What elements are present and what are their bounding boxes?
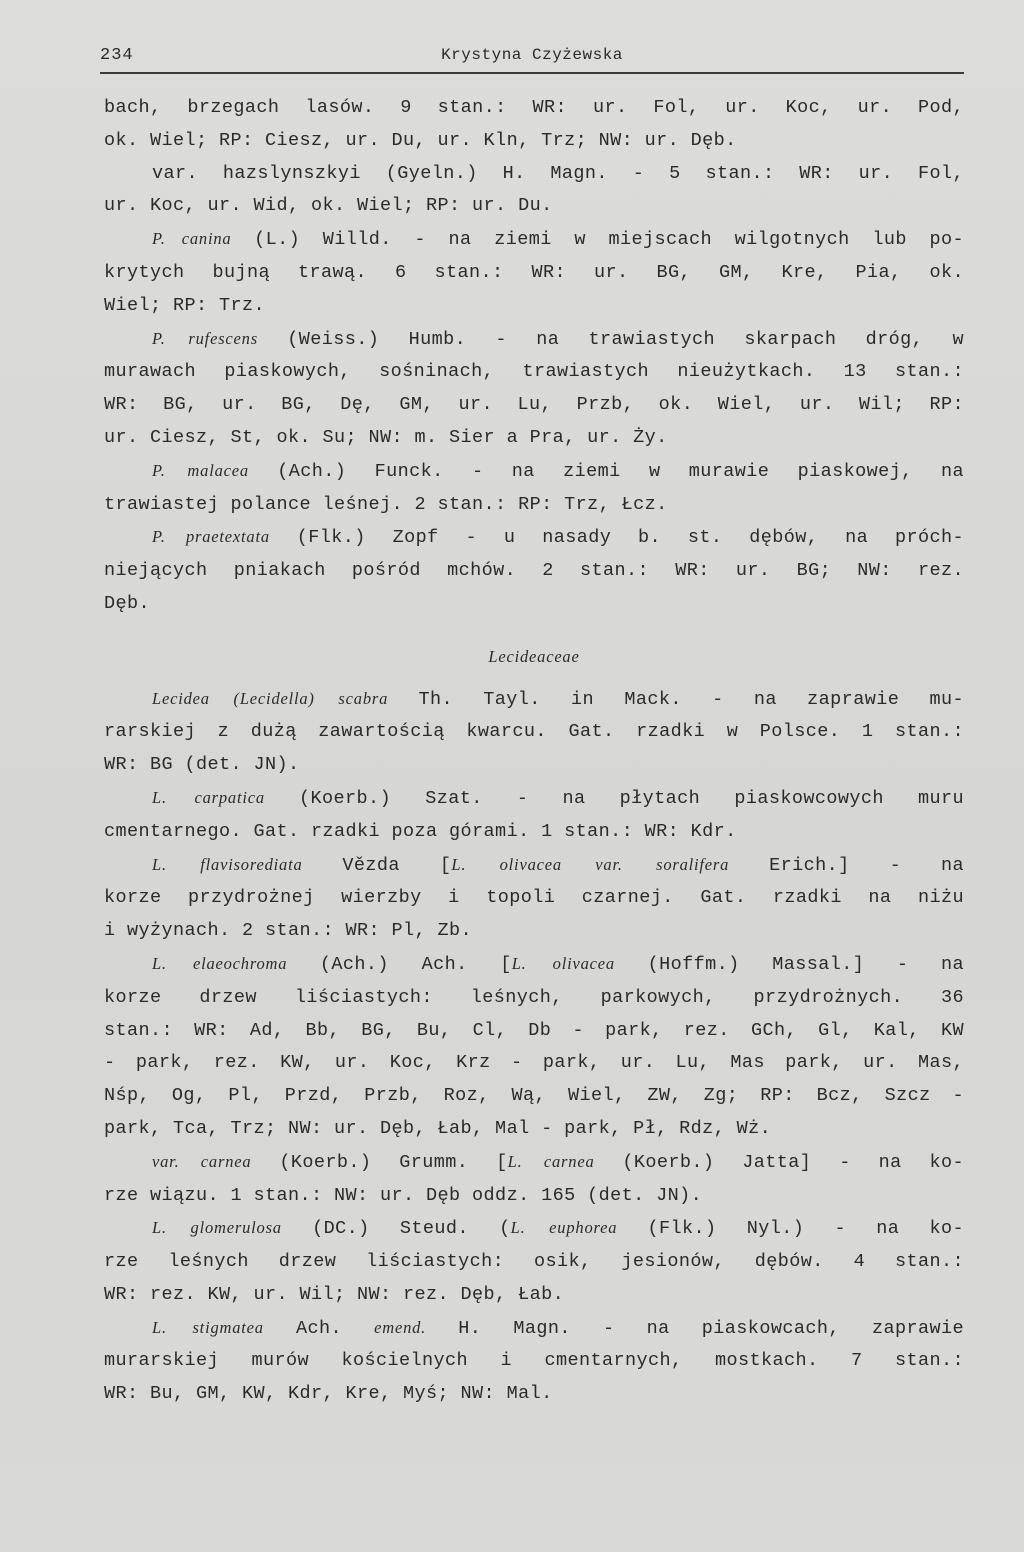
family-heading: Lecideaceae	[488, 646, 580, 666]
taxon-name: L. elaeochroma	[152, 953, 288, 973]
entry-first-line: L. carpatica (Koerb.) Szat. - na płytach piaskowcowych muru	[152, 787, 964, 809]
text-line: WR: Bu, GM, KW, Kdr, Kre, Myś; NW: Mal.	[104, 1383, 553, 1405]
entry-first-line: L. flavisorediata Vězda [L. olivacea var. soralifera Erich.] - na	[152, 854, 965, 876]
text-line: Nśp, Og, Pl, Przd, Przb, Roz, Wą, Wiel, ZW, Zg; RP: Bcz, Szcz -	[104, 1085, 964, 1107]
taxon-name: var. carnea	[152, 1151, 252, 1171]
entry-first-line: P. praetextata (Flk.) Zopf - u nasady b. st. dębów, na próch-	[152, 527, 964, 549]
running-head-author: Krystyna Czyżewska	[441, 46, 623, 64]
text-line: rze wiązu. 1 stan.: NW: ur. Dęb oddz. 165 (det. JN).	[104, 1184, 703, 1206]
text-line: i wyżynach. 2 stan.: WR: Pl, Zb.	[104, 920, 473, 942]
text-line: korze przydrożnej wierzby i topoli czarnej. Gat. rzadki na niżu	[104, 887, 964, 909]
text-line: ur. Ciesz, St, ok. Su; NW: m. Sier a Pra, ur. Ży.	[104, 426, 668, 448]
synonym-name: L. euphorea	[510, 1218, 618, 1238]
text-line: WR: BG (det. JN).	[104, 754, 300, 776]
taxon-name: L. flavisorediata	[152, 854, 303, 874]
text-line: ur. Koc, ur. Wid, ok. Wiel; RP: ur. Du.	[104, 195, 553, 217]
taxon-name: P. canina	[152, 229, 232, 249]
entry-first-line: L. glomerulosa (DC.) Steud. (L. euphorea (Flk.) Nyl.) - na ko-	[152, 1218, 964, 1240]
text-line: trawiastej polance leśnej. 2 stan.: RP: Trz, Łcz.	[104, 493, 668, 515]
text-line: - park, rez. KW, ur. Koc, Krz - park, ur. Lu, Mas park, ur. Mas,	[104, 1052, 964, 1074]
synonym-name: L. olivacea var. soralifera	[451, 854, 730, 874]
entry-first-line: P. canina (L.) Willd. - na ziemi w miejscach wilgotnych lub po-	[152, 229, 964, 251]
text-line: WR: rez. KW, ur. Wil; NW: rez. Dęb, Łab.	[104, 1283, 565, 1305]
entry-first-line: Lecidea (Lecidella) scabra Th. Tayl. in Mack. - na zaprawie mu-	[152, 688, 964, 710]
text-line: niejących pniakach pośród mchów. 2 stan.: WR: ur. BG; NW: rez.	[104, 560, 964, 582]
text-line: rarskiej z dużą zawartością kwarcu. Gat. rzadki w Polsce. 1 stan.:	[104, 721, 964, 743]
entry-first-line: P. rufescens (Weiss.) Humb. - na trawiastych skarpach dróg, w	[152, 328, 964, 350]
taxon-name: P. rufescens	[152, 328, 258, 348]
entry-first-line: P. malacea (Ach.) Funck. - na ziemi w murawie piaskowej, na	[152, 460, 964, 482]
text-line: krytych bujną trawą. 6 stan.: WR: ur. BG, GM, Kre, Pia, ok.	[104, 261, 964, 283]
text-line: cmentarnego. Gat. rzadki poza górami. 1 stan.: WR: Kdr.	[104, 820, 737, 842]
taxon-name: L. stigmatea	[152, 1317, 264, 1337]
page-number: 234	[100, 46, 134, 65]
text-line: Wiel; RP: Trz.	[104, 294, 266, 316]
text-line: murawach piaskowych, sośninach, trawiastych nieużytkach. 13 stan.:	[104, 361, 964, 383]
running-header	[100, 42, 964, 74]
text-line: bach, brzegach lasów. 9 stan.: WR: ur. Fol, ur. Koc, ur. Pod,	[104, 97, 964, 118]
text-line: murarskiej murów kościelnych i cmentarnych, mostkach. 7 stan.:	[104, 1350, 964, 1372]
text-line: Dęb.	[104, 592, 151, 614]
text-line: var. hazslynszkyi (Gyeln.) H. Magn. - 5 stan.: WR: ur. Fol,	[152, 162, 964, 184]
taxon-name: L. glomerulosa	[152, 1218, 282, 1238]
taxon-name: L. carpatica	[152, 787, 265, 807]
text-line: stan.: WR: Ad, Bb, BG, Bu, Cl, Db - park, rez. GCh, Gl, Kal, KW	[104, 1019, 964, 1041]
author-note: emend.	[374, 1317, 427, 1337]
text-line: park, Tca, Trz; NW: ur. Dęb, Łab, Mal - park, Pł, Rdz, Wż.	[104, 1117, 772, 1139]
entry-first-line: var. carnea (Koerb.) Grumm. [L. carnea (Koerb.) Jatta] - na ko-	[152, 1151, 964, 1173]
taxon-name: P. praetextata	[152, 527, 270, 547]
text-line: WR: BG, ur. BG, Dę, GM, ur. Lu, Przb, ok. Wiel, ur. Wil; RP:	[104, 394, 964, 416]
text-line: korze drzew liściastych: leśnych, parkowych, przydrożnych. 36	[104, 986, 964, 1008]
synonym-name: L. olivacea	[511, 953, 615, 973]
taxon-name: P. malacea	[152, 460, 249, 480]
entry-first-line: L. stigmatea Ach. emend. H. Magn. - na piaskowcach, zaprawie	[152, 1317, 964, 1339]
entry-first-line: L. elaeochroma (Ach.) Ach. [L. olivacea (Hoffm.) Massal.] - na	[152, 953, 965, 975]
synonym-name: L. carnea	[507, 1151, 595, 1171]
taxon-name: Lecidea (Lecidella) scabra	[152, 688, 389, 708]
page-body	[104, 92, 964, 1411]
text-line: rze leśnych drzew liściastych: osik, jesionów, dębów. 4 stan.:	[104, 1251, 964, 1273]
text-line: ok. Wiel; RP: Ciesz, ur. Du, ur. Kln, Trz; NW: ur. Dęb.	[104, 129, 737, 151]
